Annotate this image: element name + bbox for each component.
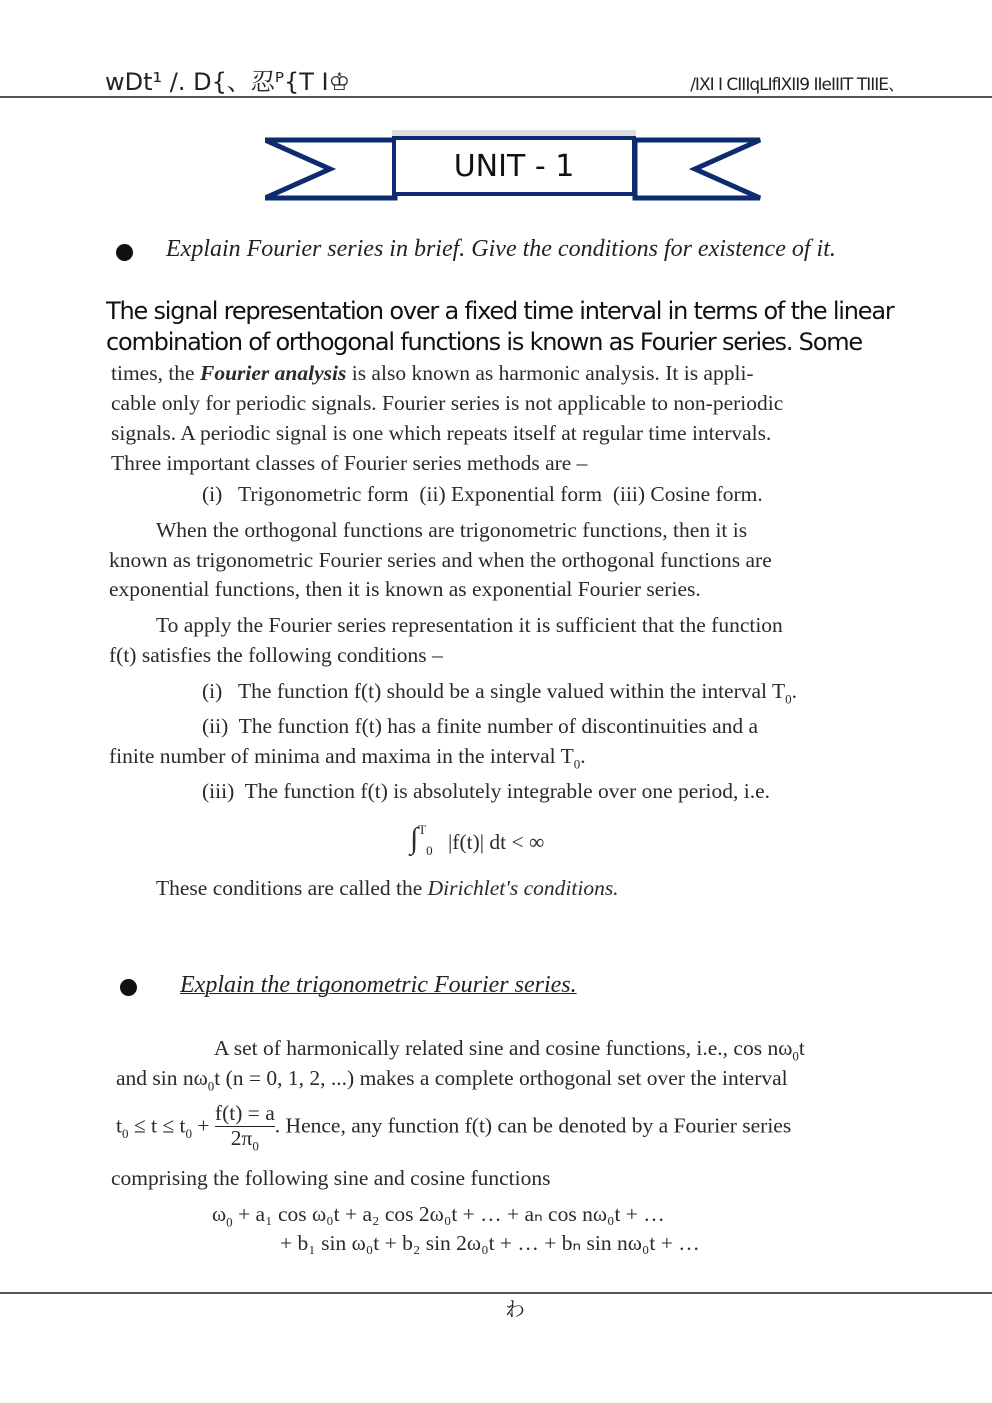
text-span: + a₁ cos ω₀t + a₂ cos 2ω₀t + … + aₙ cos nω₀t + …: [238, 1202, 665, 1226]
emphasis: Fourier analysis: [199, 361, 347, 385]
text-line: When the orthogonal functions are trigonometric functions, then it is: [156, 518, 748, 542]
header-left-text: wDt¹ /. D{、忍ᴾ{T I♔: [105, 68, 351, 96]
text-line: cable only for periodic signals. Fourier series is not applicable to non-periodic: [111, 391, 784, 415]
text-line: To apply the Fourier series representation it is sufficient that the function: [156, 613, 783, 637]
text-line: and $\sin n\omega_0t$ (n = 0, 1, 2, ...) makes a complete orthogonal set over the interval: [116, 1066, 788, 1094]
denominator: 2π: [230, 1125, 253, 1150]
text-span: t: [116, 1113, 122, 1138]
equation-line-1: $\omega_0 + a_1$ cos ω₀t + a₂ cos 2ω₀t + … + aₙ cos nω₀t + …: [212, 1202, 665, 1230]
text-span: A set of harmonically related sine and cosine functions, i.e., cos nω: [214, 1036, 793, 1060]
text-line: comprising the following sine and cosine functions: [111, 1166, 551, 1190]
emphasis: Dirichlet's conditions.: [427, 876, 619, 900]
text-line: (i) The function f(t) should be a single valued within the interval $T_0$.: [202, 679, 798, 707]
text-line: Three important classes of Fourier series methods are –: [111, 451, 588, 475]
bullet-icon: [116, 244, 133, 261]
text-span: (i) The function f(t) should be a single valued within the interval T: [202, 679, 786, 703]
numerator: f(t) = a: [214, 1101, 275, 1125]
fraction: $\frac{f(t) = a}{2\pi_0}$: [214, 1101, 275, 1153]
text-line: finite number of minima and maxima in the interval $T_0$.: [109, 744, 586, 772]
integral-expression: |f(t)| dt < ∞: [448, 830, 545, 854]
header-rule: [0, 96, 992, 98]
text-line: The signal representation over a fixed time interval in terms of the linear: [106, 297, 894, 325]
text-span: . Hence, any function f(t) can be denoted by a Fourier series: [274, 1113, 792, 1138]
text-span: and sin nω: [116, 1066, 208, 1090]
page-number: わ: [505, 1297, 525, 1321]
text-line: exponential functions, then it is known as exponential Fourier series.: [109, 577, 701, 601]
equation-line-2: + b₁ sin ω₀t + b₂ sin 2ω₀t + … + bₙ sin nω₀t + …: [280, 1231, 700, 1255]
footer-rule: [0, 1292, 992, 1294]
integral-sign: ∫$^T_0$: [410, 822, 433, 858]
text-span: ω: [212, 1202, 227, 1226]
text-span: is also known as harmonic analysis. It is appli-: [346, 361, 754, 385]
text-line: signals. A periodic signal is one which repeats itself at regular time intervals.: [111, 421, 772, 445]
text-line: (i) Trigonometric form (ii) Exponential form (iii) Cosine form.: [202, 482, 763, 506]
text-line: (iii) The function f(t) is absolutely integrable over one period, i.e.: [202, 779, 770, 803]
text-line: A set of harmonically related sine and cosine functions, i.e., $\cos n\omega_0t$: [214, 1036, 805, 1064]
bullet-icon: [120, 979, 137, 996]
text-span: times, the: [111, 361, 195, 385]
text-span: These conditions are called the: [156, 876, 428, 900]
text-line: known as trigonometric Fourier series and when the orthogonal functions are: [109, 548, 772, 572]
question-2: Explain the trigonometric Fourier series.: [180, 972, 577, 998]
unit-title: UNIT - 1: [392, 136, 636, 196]
text-line: f(t) satisfies the following conditions –: [109, 643, 443, 667]
text-line: [156, 876, 619, 901]
question-1: Explain Fourier series in brief. Give the conditions for existence of it.: [166, 236, 836, 262]
text-line: (ii) The function f(t) has a finite number of discontinuities and a: [202, 714, 759, 738]
text-span: finite number of minima and maxima in the interval T: [109, 744, 574, 768]
text-line: [111, 361, 754, 386]
text-span: t (n = 0, 1, 2, ...) makes a complete orthogonal set over the interval: [214, 1066, 788, 1090]
text-line: combination of orthogonal functions is known as Fourier series. Some: [106, 328, 862, 356]
header-right-text: /IXI I CIIIqLIfIXII9 IIeIIIT TIIIE、: [690, 75, 904, 95]
text-line: $t_0 \le t \le t_0$ + $\frac{f(t) = a}{2\pi_0}$ . Hence, any function f(t) can be denoted by a Fourier series: [116, 1101, 792, 1153]
